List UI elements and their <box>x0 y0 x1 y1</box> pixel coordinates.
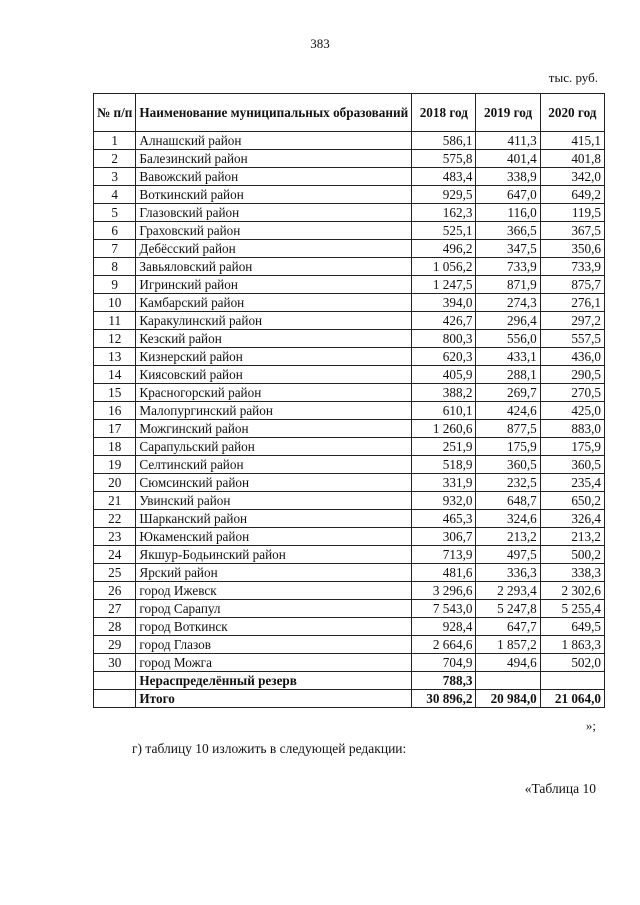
cell-2018: 306,7 <box>412 528 476 546</box>
cell-2019: 877,5 <box>476 420 540 438</box>
table-row <box>94 276 605 294</box>
page-number: 383 <box>310 36 330 51</box>
cell-name: Юкаменский район <box>136 528 412 546</box>
cell-name: Красногорский район <box>136 384 412 402</box>
cell-2019: 5 247,8 <box>476 600 540 618</box>
cell-2019: 116,0 <box>476 204 540 222</box>
cell-2018: 2 664,6 <box>412 636 476 654</box>
cell-2019: 288,1 <box>476 366 540 384</box>
cell-num: 7 <box>94 240 136 258</box>
cell-2019: 871,9 <box>476 276 540 294</box>
cell-name: город Глазов <box>136 636 412 654</box>
cell-name: Завьяловский район <box>136 258 412 276</box>
cell-2018: 610,1 <box>412 402 476 420</box>
cell-2019: 296,4 <box>476 312 540 330</box>
cell-2020: 5 255,4 <box>540 600 604 618</box>
cell-num: 26 <box>94 582 136 600</box>
cell-2019: 175,9 <box>476 438 540 456</box>
cell-num: 17 <box>94 420 136 438</box>
cell-2019: 411,3 <box>476 132 540 150</box>
cell-num: 10 <box>94 294 136 312</box>
cell-2018: 162,3 <box>412 204 476 222</box>
cell-2019: 733,9 <box>476 258 540 276</box>
cell-num: 25 <box>94 564 136 582</box>
table-row <box>94 636 605 654</box>
instruction-text: г) таблицу 10 изложить в следующей редакции: <box>132 741 407 756</box>
cell-2020: 297,2 <box>540 312 604 330</box>
cell-2018: 394,0 <box>412 294 476 312</box>
cell-2019: 647,0 <box>476 186 540 204</box>
cell-2020: 650,2 <box>540 492 604 510</box>
cell-num <box>94 672 136 690</box>
table-row <box>94 186 605 204</box>
header-2018: 2018 год <box>412 94 476 132</box>
cell-2020 <box>540 672 604 690</box>
cell-name: Глазовский район <box>136 204 412 222</box>
closing-mark: »; <box>585 718 596 733</box>
cell-2019: 324,6 <box>476 510 540 528</box>
table-row <box>94 222 605 240</box>
cell-num: 29 <box>94 636 136 654</box>
table-header-row <box>94 94 605 132</box>
cell-2018: 7 543,0 <box>412 600 476 618</box>
table-row <box>94 510 605 528</box>
header-2019: 2019 год <box>476 94 540 132</box>
cell-2018: 426,7 <box>412 312 476 330</box>
cell-name: Балезинский район <box>136 150 412 168</box>
cell-2020: 290,5 <box>540 366 604 384</box>
cell-name: Граховский район <box>136 222 412 240</box>
cell-2020: 175,9 <box>540 438 604 456</box>
cell-2020: 502,0 <box>540 654 604 672</box>
cell-num: 3 <box>94 168 136 186</box>
cell-num: 22 <box>94 510 136 528</box>
cell-name: город Воткинск <box>136 618 412 636</box>
table-row <box>94 456 605 474</box>
cell-2020: 557,5 <box>540 330 604 348</box>
cell-num: 20 <box>94 474 136 492</box>
cell-name: Каракулинский район <box>136 312 412 330</box>
cell-2018: 525,1 <box>412 222 476 240</box>
cell-2019: 338,9 <box>476 168 540 186</box>
cell-name: Киясовский район <box>136 366 412 384</box>
cell-name: Воткинский район <box>136 186 412 204</box>
cell-name: Сарапульский район <box>136 438 412 456</box>
cell-name: Вавожский район <box>136 168 412 186</box>
table-row <box>94 492 605 510</box>
cell-num: 11 <box>94 312 136 330</box>
cell-2018: 704,9 <box>412 654 476 672</box>
cell-2020: 2 302,6 <box>540 582 604 600</box>
table-row <box>94 132 605 150</box>
cell-name: Селтинский район <box>136 456 412 474</box>
cell-num: 16 <box>94 402 136 420</box>
cell-2020: 338,3 <box>540 564 604 582</box>
cell-num: 15 <box>94 384 136 402</box>
cell-name: Нераспределённый резерв <box>136 672 412 690</box>
cell-2018: 3 296,6 <box>412 582 476 600</box>
table-row <box>94 474 605 492</box>
cell-num: 13 <box>94 348 136 366</box>
cell-num: 1 <box>94 132 136 150</box>
cell-2019: 360,5 <box>476 456 540 474</box>
cell-num: 5 <box>94 204 136 222</box>
budget-table <box>93 93 605 708</box>
table-row <box>94 402 605 420</box>
cell-name: Шарканский район <box>136 510 412 528</box>
cell-2020: 235,4 <box>540 474 604 492</box>
cell-name: Игринский район <box>136 276 412 294</box>
cell-2020: 500,2 <box>540 546 604 564</box>
cell-name: Можгинский район <box>136 420 412 438</box>
cell-num <box>94 690 136 708</box>
cell-2019: 232,5 <box>476 474 540 492</box>
cell-2019: 2 293,4 <box>476 582 540 600</box>
cell-num: 6 <box>94 222 136 240</box>
cell-2018: 788,3 <box>412 672 476 690</box>
cell-name: Кезский район <box>136 330 412 348</box>
cell-num: 23 <box>94 528 136 546</box>
cell-2019: 494,6 <box>476 654 540 672</box>
cell-2020: 213,2 <box>540 528 604 546</box>
cell-2020: 326,4 <box>540 510 604 528</box>
cell-2020: 360,5 <box>540 456 604 474</box>
cell-num: 21 <box>94 492 136 510</box>
cell-2018: 928,4 <box>412 618 476 636</box>
cell-2019: 647,7 <box>476 618 540 636</box>
cell-2020: 415,1 <box>540 132 604 150</box>
table-row <box>94 564 605 582</box>
cell-2019: 424,6 <box>476 402 540 420</box>
cell-name: город Можга <box>136 654 412 672</box>
cell-num: 4 <box>94 186 136 204</box>
cell-2019: 213,2 <box>476 528 540 546</box>
cell-name: Кизнерский район <box>136 348 412 366</box>
table-row <box>94 258 605 276</box>
cell-2018: 251,9 <box>412 438 476 456</box>
cell-2020: 733,9 <box>540 258 604 276</box>
cell-name: Сюмсинский район <box>136 474 412 492</box>
cell-2018: 929,5 <box>412 186 476 204</box>
cell-2019: 347,5 <box>476 240 540 258</box>
table-row <box>94 528 605 546</box>
cell-2018: 713,9 <box>412 546 476 564</box>
cell-2019: 648,7 <box>476 492 540 510</box>
table-row <box>94 384 605 402</box>
cell-2019: 556,0 <box>476 330 540 348</box>
table-row <box>94 348 605 366</box>
table-row <box>94 672 605 690</box>
table-row <box>94 240 605 258</box>
cell-name: Увинский район <box>136 492 412 510</box>
cell-2019: 269,7 <box>476 384 540 402</box>
cell-2020: 342,0 <box>540 168 604 186</box>
table-row <box>94 420 605 438</box>
cell-2018: 620,3 <box>412 348 476 366</box>
cell-2018: 30 896,2 <box>412 690 476 708</box>
cell-2018: 518,9 <box>412 456 476 474</box>
cell-2020: 649,2 <box>540 186 604 204</box>
cell-2020: 367,5 <box>540 222 604 240</box>
cell-name: Якшур-Бодьинский район <box>136 546 412 564</box>
cell-2018: 1 260,6 <box>412 420 476 438</box>
cell-2020: 425,0 <box>540 402 604 420</box>
cell-2018: 586,1 <box>412 132 476 150</box>
cell-2018: 1 247,5 <box>412 276 476 294</box>
cell-2020: 350,6 <box>540 240 604 258</box>
table-row <box>94 546 605 564</box>
cell-2020: 883,0 <box>540 420 604 438</box>
cell-2018: 388,2 <box>412 384 476 402</box>
cell-name: город Ижевск <box>136 582 412 600</box>
table-row <box>94 204 605 222</box>
table-row <box>94 654 605 672</box>
cell-2019: 366,5 <box>476 222 540 240</box>
cell-2019: 1 857,2 <box>476 636 540 654</box>
cell-2018: 800,3 <box>412 330 476 348</box>
table-row <box>94 438 605 456</box>
cell-2020: 21 064,0 <box>540 690 604 708</box>
cell-2020: 119,5 <box>540 204 604 222</box>
units-label: тыс. руб. <box>548 70 598 85</box>
table-row <box>94 150 605 168</box>
cell-2018: 1 056,2 <box>412 258 476 276</box>
cell-num: 19 <box>94 456 136 474</box>
table-row <box>94 582 605 600</box>
cell-num: 12 <box>94 330 136 348</box>
cell-num: 9 <box>94 276 136 294</box>
cell-2018: 331,9 <box>412 474 476 492</box>
cell-2018: 465,3 <box>412 510 476 528</box>
table-row <box>94 600 605 618</box>
cell-name: город Сарапул <box>136 600 412 618</box>
cell-2020: 276,1 <box>540 294 604 312</box>
cell-2020: 875,7 <box>540 276 604 294</box>
cell-name: Малопургинский район <box>136 402 412 420</box>
cell-num: 27 <box>94 600 136 618</box>
table-row <box>94 168 605 186</box>
cell-2020: 401,8 <box>540 150 604 168</box>
cell-name: Камбарский район <box>136 294 412 312</box>
cell-2018: 932,0 <box>412 492 476 510</box>
cell-2020: 436,0 <box>540 348 604 366</box>
cell-2020: 1 863,3 <box>540 636 604 654</box>
cell-2019: 497,5 <box>476 546 540 564</box>
cell-name: Ярский район <box>136 564 412 582</box>
header-name: Наименование муниципальных образований <box>136 94 412 132</box>
cell-num: 2 <box>94 150 136 168</box>
table-row <box>94 690 605 708</box>
cell-name: Алнашский район <box>136 132 412 150</box>
cell-2019: 433,1 <box>476 348 540 366</box>
next-table-label: «Таблица 10 <box>524 781 596 796</box>
cell-2018: 575,8 <box>412 150 476 168</box>
table-row <box>94 366 605 384</box>
cell-num: 14 <box>94 366 136 384</box>
table-row <box>94 330 605 348</box>
cell-2020: 649,5 <box>540 618 604 636</box>
cell-2018: 405,9 <box>412 366 476 384</box>
cell-2019: 274,3 <box>476 294 540 312</box>
cell-2019 <box>476 672 540 690</box>
cell-2019: 20 984,0 <box>476 690 540 708</box>
header-2020: 2020 год <box>540 94 604 132</box>
header-num: № п/п <box>94 94 136 132</box>
cell-2018: 481,6 <box>412 564 476 582</box>
cell-2019: 401,4 <box>476 150 540 168</box>
cell-2018: 483,4 <box>412 168 476 186</box>
cell-name: Дебёсский район <box>136 240 412 258</box>
cell-2020: 270,5 <box>540 384 604 402</box>
cell-2018: 496,2 <box>412 240 476 258</box>
table-row <box>94 294 605 312</box>
cell-num: 18 <box>94 438 136 456</box>
cell-num: 30 <box>94 654 136 672</box>
cell-2019: 336,3 <box>476 564 540 582</box>
cell-num: 24 <box>94 546 136 564</box>
table-row <box>94 312 605 330</box>
cell-num: 8 <box>94 258 136 276</box>
cell-name: Итого <box>136 690 412 708</box>
table-row <box>94 618 605 636</box>
cell-num: 28 <box>94 618 136 636</box>
